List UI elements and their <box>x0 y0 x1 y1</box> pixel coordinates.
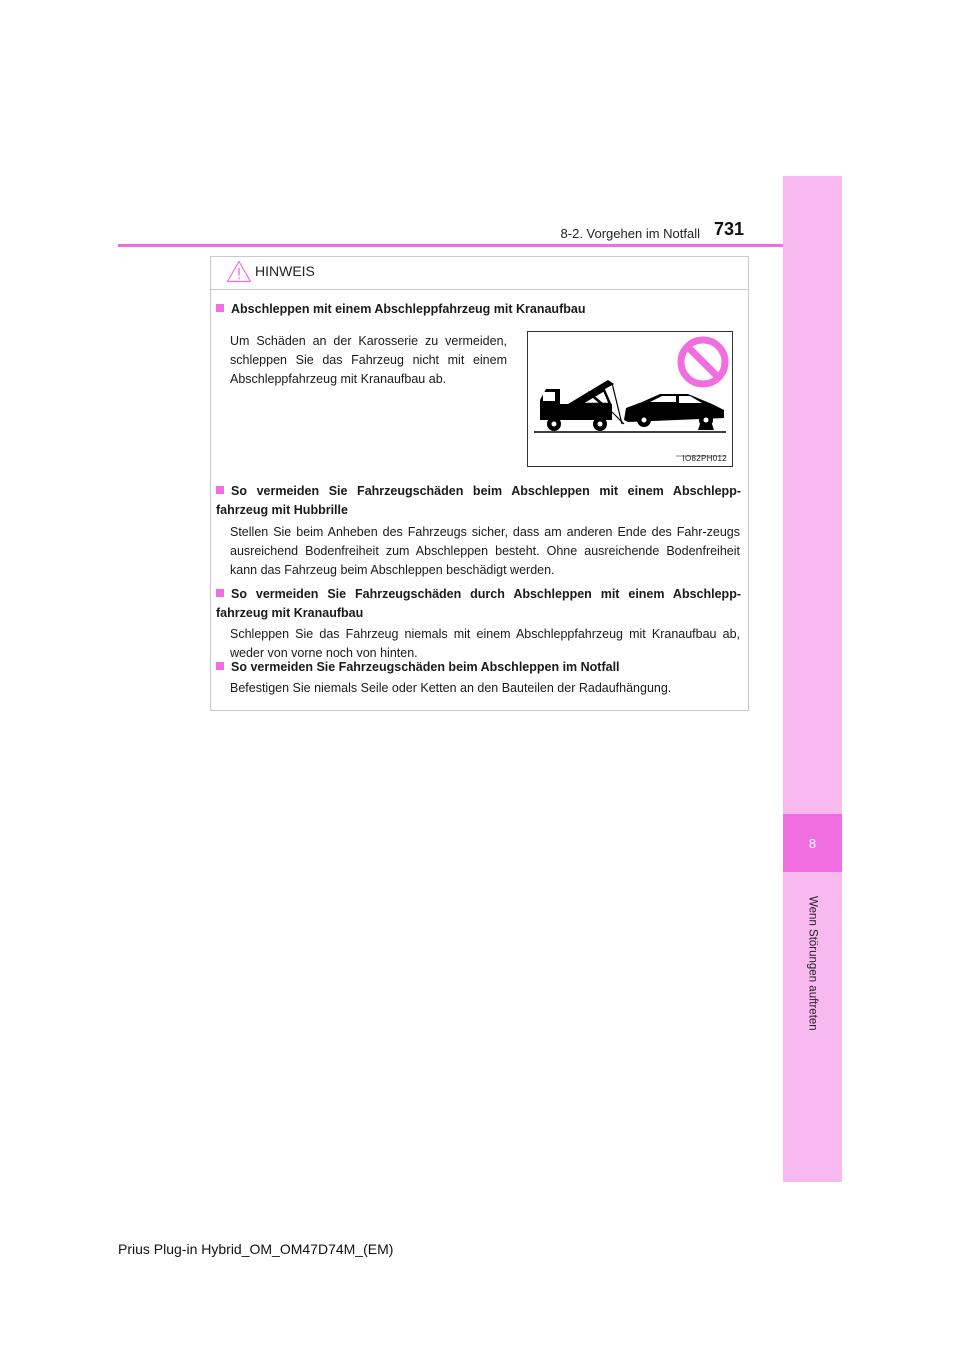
section-body-3: Schleppen Sie das Fahrzeug niemals mit einem Abschleppfahrzeug mit Kranaufbau ab, weder von vorne noch von hinten. <box>230 627 740 660</box>
section-heading-3 <box>216 585 741 623</box>
page-number: 731 <box>714 219 745 239</box>
tow-truck-crane-icon <box>540 380 624 431</box>
section-heading-text: So vermeiden Sie Fahrzeugschäden durch Abschleppen mit einem Abschlepp-fahrzeug mit Kranaufbau <box>216 587 741 620</box>
warning-triangle-icon <box>226 260 252 283</box>
footer-model-code: Prius Plug-in Hybrid_OM_OM47D74M_(EM) <box>118 1241 394 1257</box>
notice-header <box>211 257 748 290</box>
square-bullet-icon <box>216 304 224 312</box>
section-body-1: Um Schäden an der Karosserie zu vermeiden, schleppen Sie das Fahrzeug nicht mit einem Abschleppfahrzeug mit Kranaufbau ab. <box>230 334 507 386</box>
chapter-label: Wenn Störungen auftreten <box>806 895 819 1031</box>
car-icon <box>624 394 724 430</box>
section-heading-text: So vermeiden Sie Fahrzeugschäden beim Abschleppen im Notfall <box>231 660 620 674</box>
section-heading-text: Abschleppen mit einem Abschleppfahrzeug mit Kranaufbau <box>231 302 586 316</box>
prohibited-icon <box>681 340 725 384</box>
illustration-code: IO82PH012 <box>682 454 727 463</box>
section-heading-1 <box>216 300 741 319</box>
section-title: 8-2. Vorgehen im Notfall <box>560 226 700 241</box>
chapter-number-badge <box>783 814 842 872</box>
chapter-number: 8 <box>808 835 817 851</box>
tow-truck-illustration <box>527 331 733 467</box>
section-body-2: Stellen Sie beim Anheben des Fahrzeugs sicher, dass am anderen Ende des Fahr-zeugs ausreichend Bodenfreiheit zum Abschleppen besteht. Ohne ausreichende Bodenfreiheit kann das Fahrzeug beim Abschleppen beschädigt werden. <box>230 525 740 577</box>
chapter-label-container <box>783 878 842 1048</box>
square-bullet-icon <box>216 589 224 597</box>
section-heading-text: So vermeiden Sie Fahrzeugschäden beim Abschleppen mit einem Abschlepp-fahrzeug mit Hubbrille <box>216 484 741 517</box>
notice-title: HINWEIS <box>255 263 315 279</box>
square-bullet-icon <box>216 486 224 494</box>
square-bullet-icon <box>216 662 224 670</box>
section-body-4: Befestigen Sie niemals Seile oder Ketten an den Bauteilen der Radaufhängung. <box>230 681 672 695</box>
illustration-svg <box>528 332 732 466</box>
section-heading-4 <box>216 658 741 677</box>
header-rule <box>118 244 783 247</box>
notice-box <box>210 256 749 711</box>
section-heading-2 <box>216 482 741 520</box>
